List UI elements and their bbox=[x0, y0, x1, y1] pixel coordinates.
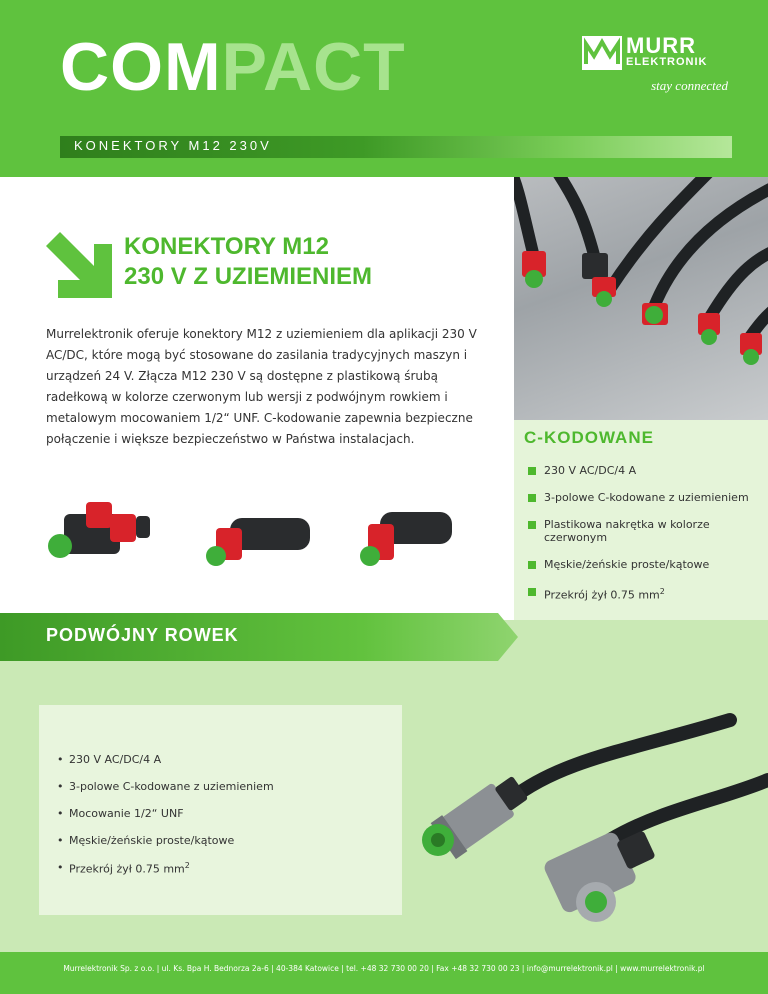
murr-logo-icon bbox=[582, 36, 622, 70]
subtitle-text: KONEKTORY M12 230V bbox=[74, 138, 272, 153]
logo-tagline: stay connected bbox=[651, 78, 728, 93]
logo-name: MURR bbox=[626, 33, 696, 58]
double-groove-item-text: Mocowanie 1/2“ UNF bbox=[69, 807, 184, 820]
superscript: 2 bbox=[184, 861, 190, 870]
c-coded-item bbox=[528, 518, 758, 544]
connectors-photo-illustration bbox=[514, 177, 768, 420]
header-banner bbox=[0, 0, 768, 177]
subtitle-bar bbox=[60, 136, 732, 158]
c-coded-list bbox=[528, 464, 758, 616]
double-groove-item bbox=[57, 780, 274, 807]
c-coded-item-text: 230 V AC/DC/4 A bbox=[544, 464, 637, 477]
double-groove-specs bbox=[39, 705, 402, 915]
double-groove-item bbox=[57, 753, 274, 780]
c-coded-item bbox=[528, 464, 758, 477]
double-groove-heading-wrap bbox=[0, 613, 518, 661]
intro-title-line2: 230 V Z UZIEMIENIEM bbox=[124, 263, 373, 290]
double-groove-item bbox=[57, 834, 274, 861]
logo-name-sub: ELEKTRONIK bbox=[626, 56, 708, 68]
arrow-down-right-icon bbox=[46, 232, 112, 298]
intro-title-line1: KONEKTORY M12 bbox=[124, 233, 329, 260]
c-coded-heading: C-KODOWANE bbox=[524, 428, 654, 447]
connectors-photo bbox=[514, 177, 768, 420]
c-coded-item bbox=[528, 585, 758, 602]
murr-logo bbox=[582, 33, 732, 96]
double-groove-item-text: 230 V AC/DC/4 A bbox=[69, 753, 162, 766]
bullet: • bbox=[57, 834, 64, 847]
superscript: 2 bbox=[659, 587, 665, 596]
double-groove-item bbox=[57, 807, 274, 834]
double-groove-list bbox=[57, 753, 274, 888]
metal-connectors-photo bbox=[400, 690, 768, 950]
double-groove-item bbox=[57, 861, 274, 888]
footer bbox=[0, 952, 768, 994]
c-coded-item bbox=[528, 491, 758, 504]
double-groove-heading: PODWÓJNY ROWEK bbox=[46, 625, 239, 645]
brand-title-part1: COM bbox=[60, 29, 222, 105]
footer-contact: Murrelektronik Sp. z o.o. | ul. Ks. Bpa H. Bednorza 2a-6 | 40-384 Katowice | tel. +48 32 730 00 20 | Fax +48 32 730 00 23 | info@murrelektronik.pl | www.murrelektronik.pl bbox=[63, 964, 705, 973]
square-bullet-icon bbox=[528, 521, 536, 529]
bullet: • bbox=[57, 861, 64, 874]
c-coded-item bbox=[528, 558, 758, 571]
bullet: • bbox=[57, 780, 64, 793]
c-coded-item-text: Plastikowa nakrętka w kolorze czerwonym bbox=[544, 518, 710, 544]
double-groove-item-text: Przekrój żył 0.75 mm bbox=[69, 862, 185, 876]
connectors-row-photo bbox=[40, 494, 460, 584]
double-groove-item-text: Męskie/żeńskie proste/kątowe bbox=[69, 834, 235, 847]
c-coded-item-text: 3-polowe C-kodowane z uziemieniem bbox=[544, 491, 749, 504]
intro-title bbox=[124, 232, 372, 292]
brand-title-part2: PACT bbox=[221, 29, 406, 105]
c-coded-item-text: Męskie/żeńskie proste/kątowe bbox=[544, 558, 710, 571]
double-groove-item-text: 3-polowe C-kodowane z uziemieniem bbox=[69, 780, 274, 793]
bullet: • bbox=[57, 753, 64, 766]
square-bullet-icon bbox=[528, 467, 536, 475]
brand-title bbox=[60, 22, 406, 112]
c-coded-panel bbox=[514, 420, 768, 620]
c-coded-item-text: Przekrój żył 0.75 mm bbox=[544, 588, 660, 602]
bullet: • bbox=[57, 807, 64, 820]
square-bullet-icon bbox=[528, 494, 536, 502]
intro-paragraph: Murrelektronik oferuje konektory M12 z uziemieniem dla aplikacji 230 V AC/DC, które mogą być stosowane do zasilania tradycyjnych maszyn i urządzeń 24 V. Złącza M12 230 V są dostępne z plastikową śrubą radełkową w kolorze czerwonym lub wersji z podwójnym rowkiem i metalowym mocowaniem 1/2“ UNF. C-kodowanie zapewnia bezpieczne połączenie i większe bezpieczeństwo w Państwa instalacjach. bbox=[46, 327, 477, 446]
square-bullet-icon bbox=[528, 588, 536, 596]
square-bullet-icon bbox=[528, 561, 536, 569]
